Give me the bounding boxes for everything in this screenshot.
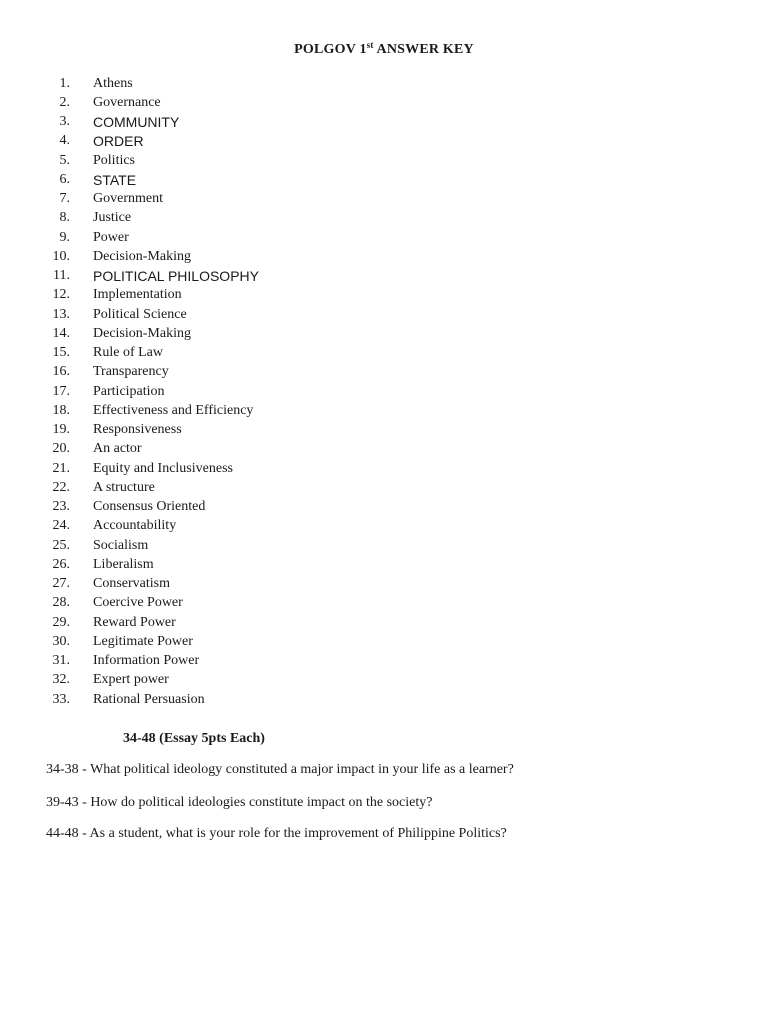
essay-heading: 34-48 (Essay 5pts Each) (123, 731, 265, 746)
answer-number: 21. (52, 460, 70, 476)
answer-item (40, 267, 259, 286)
answer-text: Coercive Power (93, 595, 183, 611)
answer-number: 33. (52, 691, 70, 707)
answer-text: A structure (93, 479, 155, 495)
answer-text: Decision-Making (93, 248, 191, 264)
answer-text: Accountability (93, 518, 177, 534)
answer-item (40, 594, 259, 613)
answer-number: 11. (53, 268, 70, 284)
answer-item (40, 363, 259, 382)
answer-number: 7. (59, 191, 70, 207)
answer-number: 5. (59, 152, 70, 168)
answer-number: 3. (59, 114, 70, 130)
answer-item (40, 690, 259, 709)
title-main: POLGOV 1 (294, 42, 367, 57)
answer-number: 1. (59, 75, 70, 91)
answer-number: 17. (52, 383, 70, 399)
answer-text: Decision-Making (93, 325, 191, 341)
answer-item (40, 247, 259, 266)
answer-text: Legitimate Power (93, 633, 193, 649)
document-title (0, 42, 768, 58)
answer-text: Power (93, 229, 129, 245)
answer-number: 15. (52, 345, 70, 361)
answer-text: Governance (93, 94, 161, 110)
answer-item (40, 344, 259, 363)
answer-item (40, 555, 259, 574)
answer-item (40, 517, 259, 536)
answer-text: Rational Persuasion (93, 691, 205, 707)
answer-text: Political Science (93, 306, 187, 322)
answer-number: 19. (52, 422, 70, 438)
answer-item (40, 401, 259, 420)
answer-item (40, 632, 259, 651)
answer-text: Conservatism (93, 576, 170, 592)
answer-text: Effectiveness and Efficiency (93, 402, 254, 418)
answer-text: Politics (93, 152, 136, 168)
title-rest: ANSWER KEY (373, 42, 474, 57)
answer-item (40, 324, 259, 343)
answer-number: 20. (52, 441, 70, 457)
answer-number: 4. (59, 133, 70, 149)
answer-text: POLITICAL PHILOSOPHY (93, 268, 259, 285)
answer-text: Participation (93, 383, 165, 399)
answer-item (40, 113, 259, 132)
answer-number: 14. (52, 325, 70, 341)
answer-item (40, 209, 259, 228)
answer-text: Consensus Oriented (93, 499, 206, 515)
answer-text: Equity and Inclusiveness (93, 460, 233, 476)
answer-text: STATE (93, 171, 137, 188)
answer-number: 28. (52, 595, 70, 611)
answer-item (40, 74, 259, 93)
answer-number: 30. (52, 633, 70, 649)
answer-text: Socialism (93, 537, 149, 553)
answer-item (40, 286, 259, 305)
answer-item (40, 93, 259, 112)
answer-text: Rule of Law (93, 345, 163, 361)
answer-number: 26. (52, 556, 70, 572)
answer-item (40, 305, 259, 324)
answer-number: 9. (59, 229, 70, 245)
answer-number: 2. (59, 94, 70, 110)
answer-number: 22. (52, 479, 70, 495)
answer-number: 8. (59, 210, 70, 226)
answer-number: 31. (52, 653, 70, 669)
answer-text: Expert power (93, 672, 169, 688)
answer-text: Justice (93, 210, 132, 226)
answer-item (40, 498, 259, 517)
answer-number: 32. (52, 672, 70, 688)
answer-number: 12. (52, 287, 70, 303)
answer-number: 24. (52, 518, 70, 534)
answer-number: 29. (52, 614, 70, 630)
answer-item (40, 478, 259, 497)
answer-text: ORDER (93, 133, 144, 150)
answer-item (40, 228, 259, 247)
answer-list (40, 74, 259, 709)
answer-item (40, 190, 259, 209)
answer-text: Liberalism (93, 556, 154, 572)
essay-question: 44-48 - As a student, what is your role for the improvement of Philippine Politics? (46, 826, 507, 841)
answer-number: 6. (59, 171, 70, 187)
answer-text: An actor (93, 441, 142, 457)
answer-number: 27. (52, 576, 70, 592)
answer-item (40, 132, 259, 151)
answer-text: Implementation (93, 287, 182, 303)
answer-item (40, 459, 259, 478)
answer-number: 18. (52, 402, 70, 418)
answer-item (40, 536, 259, 555)
essay-question: 39-43 - How do political ideologies constitute impact on the society? (46, 795, 433, 810)
answer-text: Athens (93, 75, 133, 91)
answer-text: Reward Power (93, 614, 176, 630)
answer-item (40, 613, 259, 632)
answer-number: 23. (52, 499, 70, 515)
answer-item (40, 652, 259, 671)
answer-item (40, 421, 259, 440)
answer-number: 16. (52, 364, 70, 380)
answer-text: Information Power (93, 653, 200, 669)
answer-item (40, 575, 259, 594)
answer-number: 13. (52, 306, 70, 322)
answer-text: Government (93, 191, 163, 207)
answer-item (40, 382, 259, 401)
answer-number: 10. (52, 248, 70, 264)
answer-item (40, 671, 259, 690)
answer-text: Transparency (93, 364, 169, 380)
answer-item (40, 170, 259, 189)
answer-item (40, 151, 259, 170)
essay-question: 34-38 - What political ideology constituted a major impact in your life as a learner? (46, 762, 514, 777)
answer-number: 25. (52, 537, 70, 553)
answer-text: COMMUNITY (93, 114, 180, 131)
answer-text: Responsiveness (93, 422, 182, 438)
answer-item (40, 440, 259, 459)
title-superscript: st (366, 40, 374, 50)
